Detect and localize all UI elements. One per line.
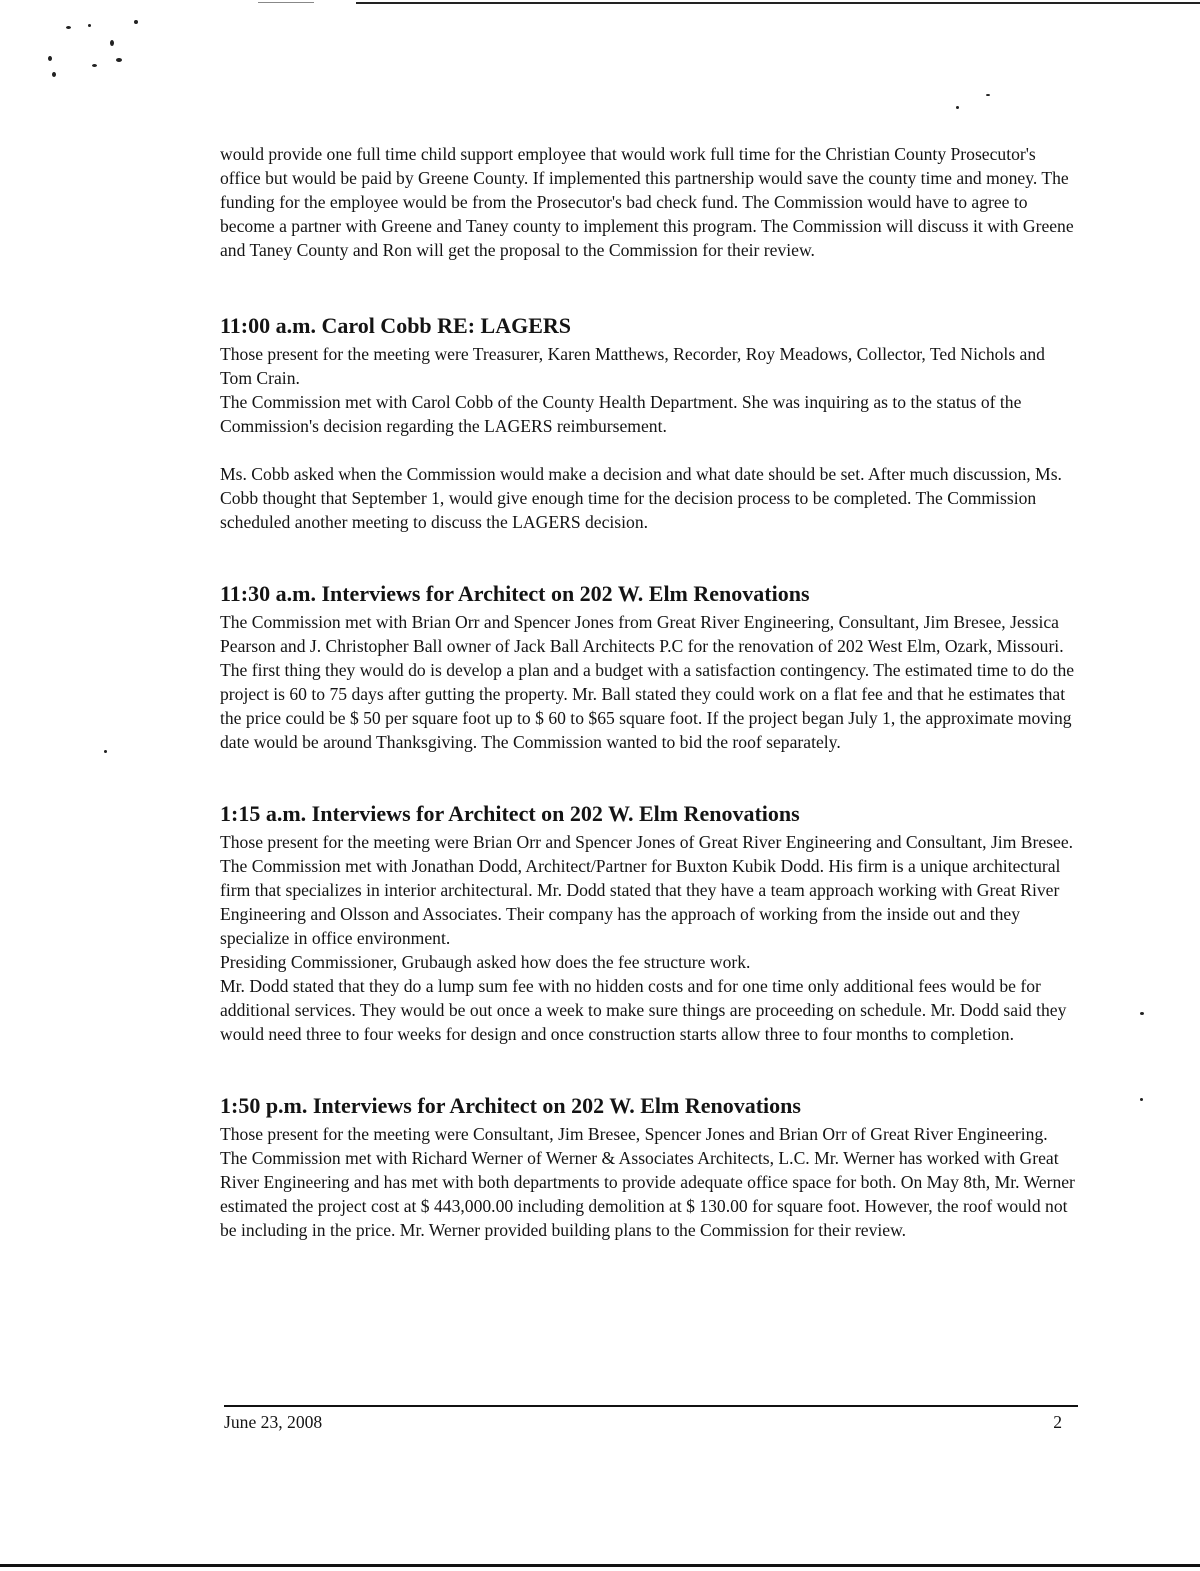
section-paragraph: Those present for the meeting were Treasurer, Karen Matthews, Recorder, Roy Meadows, Collector, Ted Nichols and Tom Crain. (220, 344, 1045, 388)
scan-speck (110, 40, 114, 46)
section-paragraph: The first thing they would do is develop a plan and a budget with a satisfaction contingency. The estimated time to do the project is 60 to 75 days after gutting the property. Mr. Ball stated they could work on a flat fee and that he estimates that the price could be $ 50 per square foot up to $ 60 to $65 square foot. If the project began July 1, the approximate moving date would be around Thanksgiving. The Commission wanted to bid the roof separately. (220, 660, 1075, 752)
section-paragraph: The Commission met with Brian Orr and Spencer Jones from Great River Engineering, Consultant, Jim Bresee, Jessica Pearson and J. Christopher Ball owner of Jack Ball Architects P.C for the renovation of 202 West Elm, Ozark, Missouri. (220, 612, 1064, 656)
section-architect-1130 (220, 580, 1080, 754)
scan-speck (52, 72, 56, 77)
bottom-rule (0, 1564, 1200, 1567)
section-paragraph: Mr. Dodd stated that they do a lump sum fee with no hidden costs and for one time only additional fees would be for additional services. They would be out once a week to make sure things are proceeding on schedule. Mr. Dodd said they would need three to four weeks for design and once construction starts allow three to four months to completion. (220, 976, 1067, 1044)
scan-speck (88, 24, 91, 27)
section-architect-150 (220, 1092, 1080, 1242)
section-paragraph: The Commission met with Jonathan Dodd, Architect/Partner for Buxton Kubik Dodd. His firm is a unique architectural firm that specializes in interior architectural. Mr. Dodd stated that they have a team approach working with Great River Engineering and Olsson and Associates. Their company has the approach of working from the inside out and they specialize in office environment. (220, 856, 1061, 948)
top-rule (356, 2, 1200, 4)
scan-speck (66, 26, 71, 29)
page-footer (224, 1405, 1078, 1433)
section-paragraph: The Commission met with Carol Cobb of the County Health Department. She was inquiring as to the status of the Commission's decision regarding the LAGERS reimbursement. (220, 392, 1022, 436)
scan-speck (104, 750, 107, 753)
scan-speck (1140, 1012, 1144, 1015)
section-paragraph: Those present for the meeting were Consultant, Jim Bresee, Spencer Jones and Brian Orr of Great River Engineering. (220, 1124, 1048, 1144)
section-lagers (220, 312, 1080, 534)
section-architect-115 (220, 800, 1080, 1046)
page-number: 2 (1053, 1412, 1062, 1432)
scan-speck (92, 64, 97, 67)
section-paragraph: Ms. Cobb asked when the Commission would make a decision and what date should be set. After much discussion, Ms. Cobb thought that September 1, would give enough time for the decision process to be completed. The Commission scheduled another meeting to discuss the LAGERS decision. (220, 464, 1062, 532)
section-heading: 11:00 a.m. Carol Cobb RE: LAGERS (220, 313, 572, 338)
section-heading: 11:30 a.m. Interviews for Architect on 202 W. Elm Renovations (220, 581, 810, 606)
scan-speck (1140, 1098, 1143, 1101)
footer-date: June 23, 2008 (224, 1412, 323, 1432)
scan-speck (48, 56, 52, 61)
section-paragraph: Those present for the meeting were Brian Orr and Spencer Jones of Great River Engineering and Consultant, Jim Bresee. (220, 832, 1074, 852)
section-heading: 1:50 p.m. Interviews for Architect on 202 W. Elm Renovations (220, 1093, 801, 1118)
paragraph-gap (220, 438, 1080, 462)
section-paragraph: Presiding Commissioner, Grubaugh asked how does the fee structure work. (220, 952, 751, 972)
minutes-body (220, 142, 1080, 1242)
intro-paragraph: would provide one full time child support employee that would work full time for the Christian County Prosecutor's office but would be paid by Greene County. If implemented this partnership would save the county time and money. The funding for the employee would be from the Prosecutor's bad check fund. The Commission would have to agree to become a partner with Greene and Taney county to implement this program. The Commission will discuss it with Greene and Taney County and Ron will get the proposal to the Commission for their review. (220, 144, 1074, 260)
scan-speck (116, 58, 122, 62)
scan-speck (986, 94, 990, 96)
scan-speck (134, 20, 138, 24)
top-rule-faint (258, 2, 314, 3)
section-heading: 1:15 a.m. Interviews for Architect on 202 W. Elm Renovations (220, 801, 800, 826)
scan-speck (956, 106, 959, 109)
section-paragraph: The Commission met with Richard Werner of Werner & Associates Architects, L.C. Mr. Werner has worked with Great River Engineering and has met with both departments to provide adequate office space for both. On May 8th, Mr. Werner estimated the project cost at $ 443,000.00 including demolition at $ 130.00 for square foot. However, the roof would not be including in the price. Mr. Werner provided building plans to the Commission for their review. (220, 1148, 1075, 1240)
